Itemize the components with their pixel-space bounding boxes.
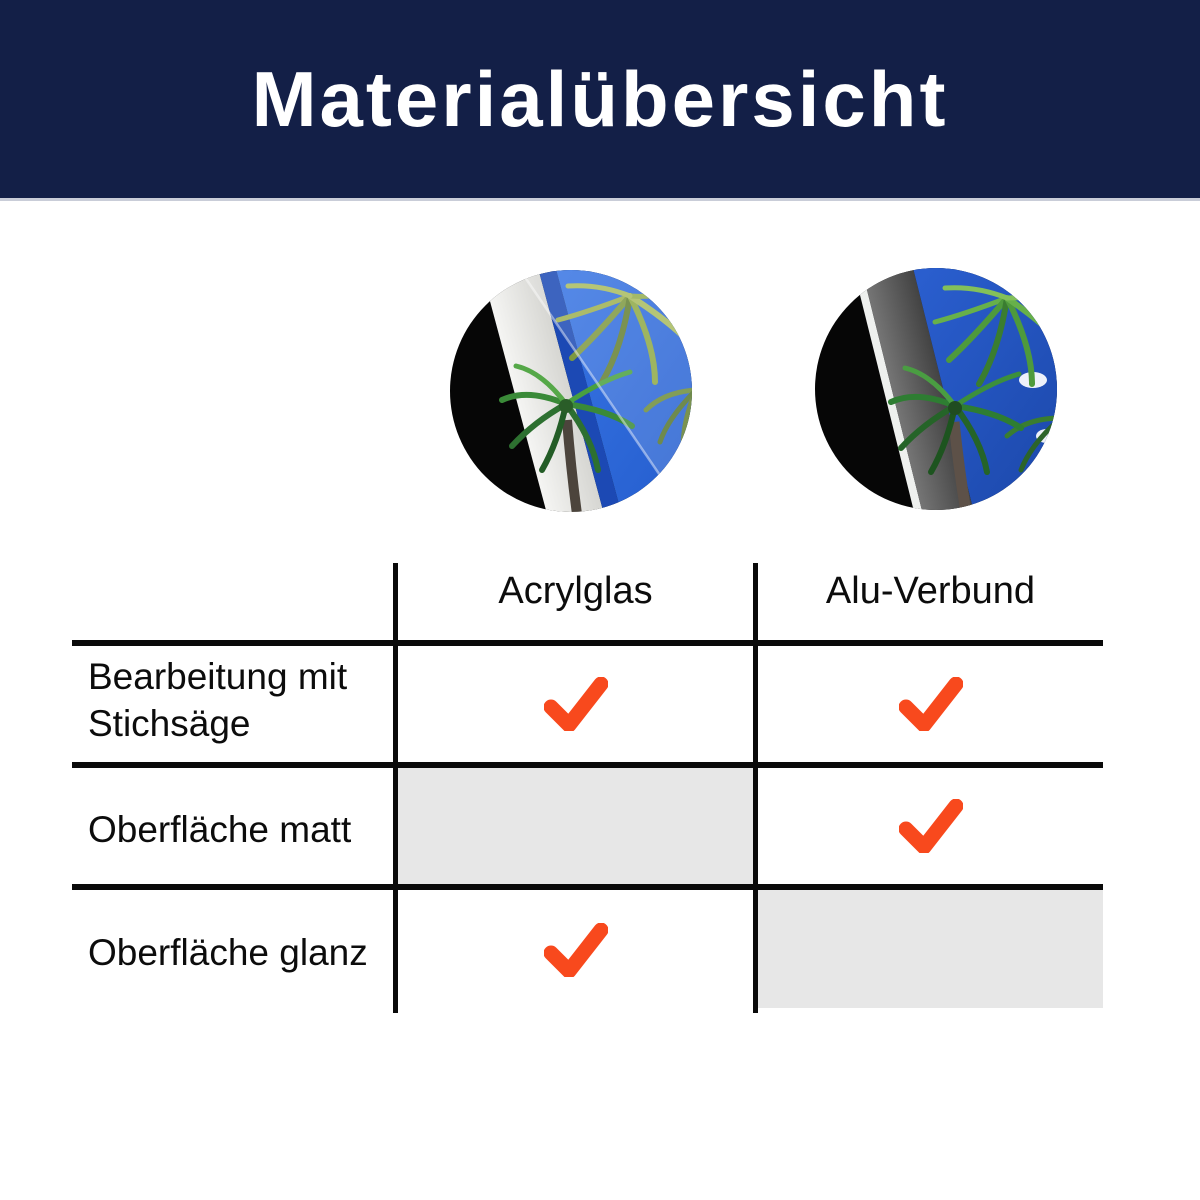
row-label-glanz: Oberfläche glanz — [88, 932, 368, 973]
check-icon — [544, 677, 608, 731]
page-title: Materialübersicht — [251, 54, 949, 143]
table-cell — [398, 768, 753, 884]
column-header-acrylglas: Acrylglas — [498, 570, 653, 612]
table-cell — [398, 646, 753, 762]
palm-photo-acrylglas-icon — [450, 270, 692, 512]
palm-photo-alu-verbund-icon — [815, 268, 1057, 510]
table-cell — [758, 890, 1103, 1008]
check-icon — [899, 677, 963, 731]
row-label-matt: Oberfläche matt — [88, 809, 352, 850]
check-icon — [899, 799, 963, 853]
table-cell — [758, 768, 1103, 884]
column-header-alu-verbund: Alu-Verbund — [825, 570, 1036, 612]
table-cell — [758, 646, 1103, 762]
acrylglas-sample-photo — [450, 270, 692, 512]
row-label-stichsaege: Bearbeitung mit Stichsäge — [88, 656, 348, 744]
alu-verbund-sample-photo — [815, 268, 1057, 510]
table-cell — [398, 890, 753, 1010]
header-bar — [0, 0, 1200, 201]
check-icon — [544, 923, 608, 977]
